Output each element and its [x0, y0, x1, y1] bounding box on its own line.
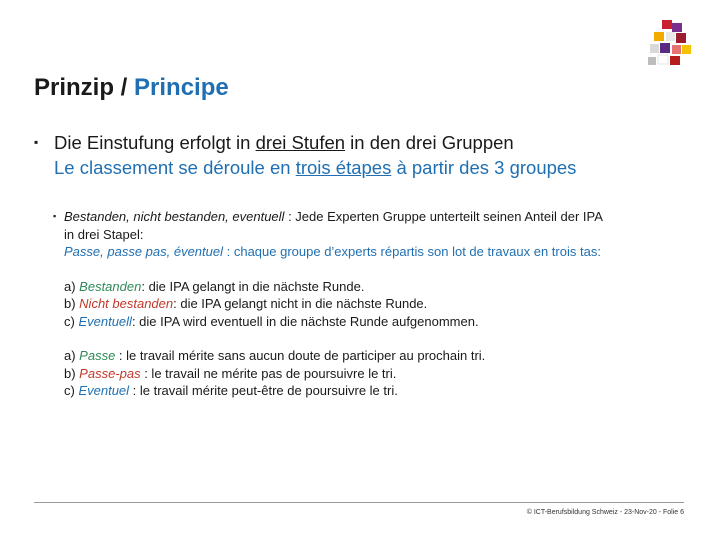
square-bullet-icon: ▪ [34, 135, 39, 149]
text: Die Einstufung erfolgt in [54, 132, 256, 153]
footer-text: © ICT-Berufsbildung Schweiz - 23-Nov-20 - Folie 6 [526, 509, 684, 516]
italic-text: Passe, passe pas, éventuel [64, 244, 223, 259]
underlined-text: trois étapes [295, 157, 392, 178]
list-item [64, 365, 705, 383]
list-text: : die IPA gelangt in die nächste Runde. [141, 278, 365, 294]
main-bullet [34, 130, 704, 180]
main-bullet-french [54, 155, 704, 180]
sub-bullet-german-line1 [64, 208, 705, 226]
list-term: Passe-pas [79, 365, 141, 381]
list-prefix: c) [64, 383, 79, 398]
list-term: Eventuel [78, 383, 130, 398]
list-prefix: c) [64, 313, 79, 329]
list-prefix: a) [64, 348, 80, 363]
list-text: : le travail mérite sans aucun doute de participer au prochain tri. [115, 348, 486, 363]
list-item [64, 347, 705, 365]
sub-bullet-french [64, 243, 705, 261]
list-term: Bestanden [79, 278, 142, 294]
square-bullet-icon: ▪ [53, 211, 57, 221]
list-prefix: b) [64, 296, 80, 311]
text: à partir des 3 groupes [391, 157, 577, 178]
title-german: Prinzip / [34, 74, 135, 101]
italic-text: Bestanden, nicht bestanden, eventuell [64, 209, 285, 224]
list-text: : die IPA gelangt nicht in die nächste Runde. [173, 296, 428, 311]
colored-squares-logo [648, 20, 692, 68]
list-text: : le travail ne mérite pas de poursuivre le tri. [140, 365, 397, 381]
list-item [64, 382, 705, 400]
sub-bullet [55, 208, 705, 400]
list-item [64, 313, 705, 331]
underlined-text: drei Stufen [255, 132, 346, 153]
list-prefix: b) [64, 365, 80, 381]
text: : chaque groupe d’experts répartis son lot de travaux en trois tas: [223, 244, 601, 259]
sub-bullet-content [64, 208, 705, 400]
slide-title [34, 74, 229, 102]
list-prefix: a) [64, 278, 80, 294]
list-term: Eventuell [78, 313, 132, 329]
footer-divider [34, 502, 684, 503]
sub-bullet-german-line2: in drei Stapel: [64, 226, 144, 242]
text: Le classement se déroule en [54, 157, 296, 178]
text: in den drei Gruppen [345, 132, 514, 153]
list-item [64, 295, 705, 313]
list-term: Nicht bestanden [79, 296, 174, 311]
list-item [64, 278, 705, 296]
title-french: Principe [134, 74, 229, 101]
list-text: : le travail mérite peut-être de poursuivre le tri. [129, 383, 398, 398]
list-text: : die IPA wird eventuell in die nächste Runde aufgenommen. [131, 313, 479, 329]
text: : Jede Experten Gruppe unterteilt seinen Anteil der IPA [284, 209, 603, 224]
list-term: Passe [79, 348, 116, 363]
main-bullet-german [54, 130, 704, 155]
